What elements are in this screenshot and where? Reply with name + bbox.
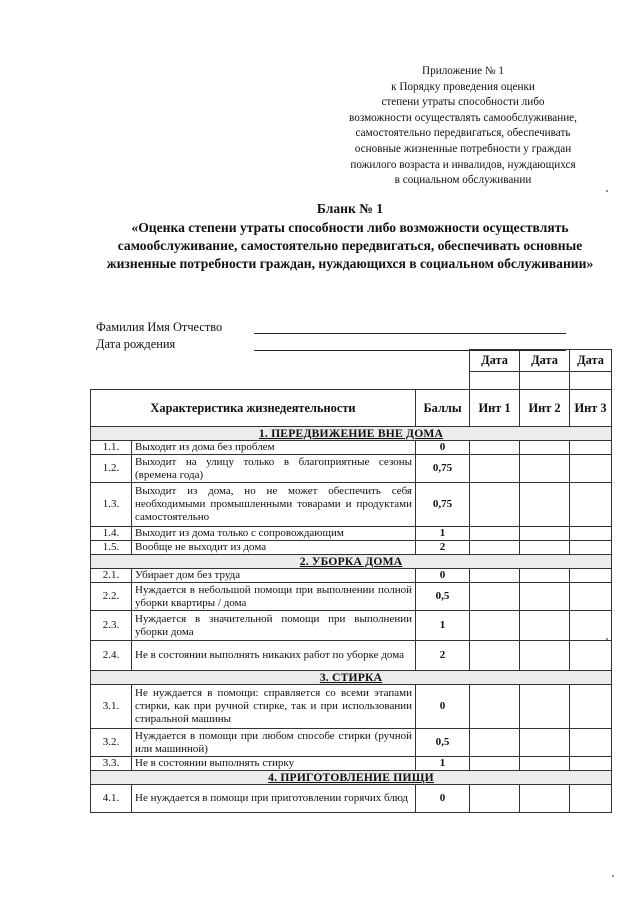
header-spacer	[91, 350, 470, 372]
appendix-line: пожилого возраста и инвалидов, нуждающихся	[350, 158, 576, 171]
row-characteristic: Вообще не выходит из дома	[132, 541, 416, 555]
score-cell-3[interactable]	[570, 527, 612, 541]
score-cell-2[interactable]	[520, 729, 570, 757]
row-characteristic: Выходит на улицу только в благоприятные сезоны (времена года)	[132, 455, 416, 483]
section-title: 2. УБОРКА ДОМА	[91, 555, 612, 569]
date-header-3: Дата	[570, 350, 612, 372]
row-number: 2.2.	[91, 583, 132, 611]
table-row	[91, 611, 612, 641]
int-header-1: Инт 1	[470, 390, 520, 427]
header-spacer	[91, 372, 470, 390]
row-points: 0	[416, 785, 470, 813]
int-header-3: Инт 3	[570, 390, 612, 427]
row-number: 3.3.	[91, 757, 132, 771]
score-cell-1[interactable]	[470, 569, 520, 583]
table-row	[91, 729, 612, 757]
form-number: Бланк № 1	[316, 201, 384, 216]
score-cell-2[interactable]	[520, 483, 570, 527]
appendix-line: к Порядку проведения оценки	[391, 80, 535, 93]
int-header-2: Инт 2	[520, 390, 570, 427]
score-cell-2[interactable]	[520, 527, 570, 541]
score-cell-3[interactable]	[570, 757, 612, 771]
appendix-line: возможности осуществлять самообслуживание,	[349, 111, 577, 124]
score-cell-2[interactable]	[520, 611, 570, 641]
row-number: 4.1.	[91, 785, 132, 813]
row-number: 2.4.	[91, 641, 132, 671]
table-row	[91, 455, 612, 483]
table-row	[91, 757, 612, 771]
table-row	[91, 483, 612, 527]
score-cell-1[interactable]	[470, 483, 520, 527]
appendix-line: самостоятельно передвигаться, обеспечивать	[355, 127, 571, 140]
section-row	[91, 427, 612, 441]
row-characteristic: Выходит из дома только с сопровождающим	[132, 527, 416, 541]
row-characteristic: Убирает дом без труда	[132, 569, 416, 583]
score-cell-3[interactable]	[570, 541, 612, 555]
section-row	[91, 555, 612, 569]
score-cell-3[interactable]	[570, 611, 612, 641]
row-points: 0,75	[416, 455, 470, 483]
row-points: 2	[416, 641, 470, 671]
score-cell-1[interactable]	[470, 611, 520, 641]
score-cell-3[interactable]	[570, 785, 612, 813]
row-number: 1.4.	[91, 527, 132, 541]
row-characteristic: Нуждается в помощи при любом способе стирки (ручной или машинной)	[132, 729, 416, 757]
section-title: 1. ПЕРЕДВИЖЕНИЕ ВНЕ ДОМА	[91, 427, 612, 441]
birth-label: Дата рождения	[96, 337, 176, 351]
row-points: 1	[416, 611, 470, 641]
score-cell-2[interactable]	[520, 541, 570, 555]
table-row	[91, 541, 612, 555]
date-header-2: Дата	[520, 350, 570, 372]
scan-speck	[606, 638, 608, 640]
row-characteristic: Выходит из дома без проблем	[132, 441, 416, 455]
table-row	[91, 685, 612, 729]
row-characteristic: Не в состоянии выполнять стирку	[132, 757, 416, 771]
appendix-line: Приложение № 1	[422, 65, 504, 77]
score-cell-3[interactable]	[570, 729, 612, 757]
points-header: Баллы	[416, 390, 470, 427]
row-characteristic: Не нуждается в помощи: справляется со всеми этапами стирки, как при ручной стирке, так и при использовании стиральной машины	[132, 685, 416, 729]
scan-speck	[606, 190, 608, 192]
row-characteristic: Не нуждается в помощи при приготовлении горячих блюд	[132, 785, 416, 813]
row-number: 2.3.	[91, 611, 132, 641]
row-number: 2.1.	[91, 569, 132, 583]
score-cell-3[interactable]	[570, 583, 612, 611]
row-points: 2	[416, 541, 470, 555]
table-row	[91, 441, 612, 455]
score-cell-1[interactable]	[470, 641, 520, 671]
section-title: 4. ПРИГОТОВЛЕНИЕ ПИЩИ	[91, 771, 612, 785]
appendix-line: в социальном обслуживании	[394, 174, 532, 187]
form-title: «Оценка степени утраты способности либо возможности осуществлять самообслуживание, самостоятельно передвигаться, обеспечивать основные жизненные потребности граждан, нуждающихся в социальном обслуживании»	[106, 220, 594, 271]
row-characteristic: Не в состоянии выполнять никаких работ по уборке дома	[132, 641, 416, 671]
score-cell-2[interactable]	[520, 757, 570, 771]
score-cell-2[interactable]	[520, 785, 570, 813]
row-points: 1	[416, 527, 470, 541]
date-input-2[interactable]	[520, 372, 570, 390]
table-row	[91, 569, 612, 583]
appendix-line: степени утраты способности либо	[381, 96, 545, 109]
score-cell-1[interactable]	[470, 729, 520, 757]
table-row	[91, 583, 612, 611]
date-input-3[interactable]	[570, 372, 612, 390]
row-number: 1.1.	[91, 441, 132, 455]
score-cell-1[interactable]	[470, 685, 520, 729]
row-points: 1	[416, 757, 470, 771]
score-cell-3[interactable]	[570, 569, 612, 583]
score-cell-2[interactable]	[520, 455, 570, 483]
row-characteristic: Нуждается в небольшой помощи при выполнении полной уборки квартиры / дома	[132, 583, 416, 611]
score-cell-2[interactable]	[520, 641, 570, 671]
fio-label: Фамилия Имя Отчество	[96, 320, 223, 334]
score-cell-1[interactable]	[470, 541, 520, 555]
date-input-1[interactable]	[470, 372, 520, 390]
score-cell-1[interactable]	[470, 441, 520, 455]
row-points: 0	[416, 569, 470, 583]
table-row	[91, 641, 612, 671]
score-cell-1[interactable]	[470, 785, 520, 813]
row-characteristic: Нуждается в значительной помощи при выполнении уборки дома	[132, 611, 416, 641]
fio-input-line[interactable]	[254, 333, 566, 334]
section-title: 3. СТИРКА	[91, 671, 612, 685]
characteristic-header: Характеристика жизнедеятельности	[91, 390, 416, 427]
table-row	[91, 785, 612, 813]
row-number: 1.2.	[91, 455, 132, 483]
form-title-block	[90, 200, 610, 273]
row-points: 0,5	[416, 583, 470, 611]
score-cell-3[interactable]	[570, 641, 612, 671]
row-points: 0	[416, 685, 470, 729]
score-cell-1[interactable]	[470, 583, 520, 611]
score-cell-2[interactable]	[520, 685, 570, 729]
row-number: 1.5.	[91, 541, 132, 555]
assessment-table	[90, 349, 612, 813]
section-row	[91, 771, 612, 785]
score-cell-1[interactable]	[470, 455, 520, 483]
row-points: 0	[416, 441, 470, 455]
section-row	[91, 671, 612, 685]
row-points: 0,5	[416, 729, 470, 757]
row-points: 0,75	[416, 483, 470, 527]
date-header-1: Дата	[470, 350, 520, 372]
row-number: 3.1.	[91, 685, 132, 729]
appendix-line: основные жизненные потребности у граждан	[354, 142, 572, 155]
appendix-note	[330, 64, 596, 189]
row-number: 1.3.	[91, 483, 132, 527]
table-row	[91, 527, 612, 541]
score-cell-1[interactable]	[470, 757, 520, 771]
score-cell-3[interactable]	[570, 685, 612, 729]
score-cell-3[interactable]	[570, 441, 612, 455]
row-characteristic: Выходит из дома, но не может обеспечить себя необходимыми промышленными товарами и продуктами самостоятельно	[132, 483, 416, 527]
scan-speck	[612, 875, 614, 877]
score-cell-1[interactable]	[470, 527, 520, 541]
score-cell-2[interactable]	[520, 583, 570, 611]
score-cell-3[interactable]	[570, 483, 612, 527]
row-number: 3.2.	[91, 729, 132, 757]
score-cell-2[interactable]	[520, 569, 570, 583]
score-cell-2[interactable]	[520, 441, 570, 455]
score-cell-3[interactable]	[570, 455, 612, 483]
